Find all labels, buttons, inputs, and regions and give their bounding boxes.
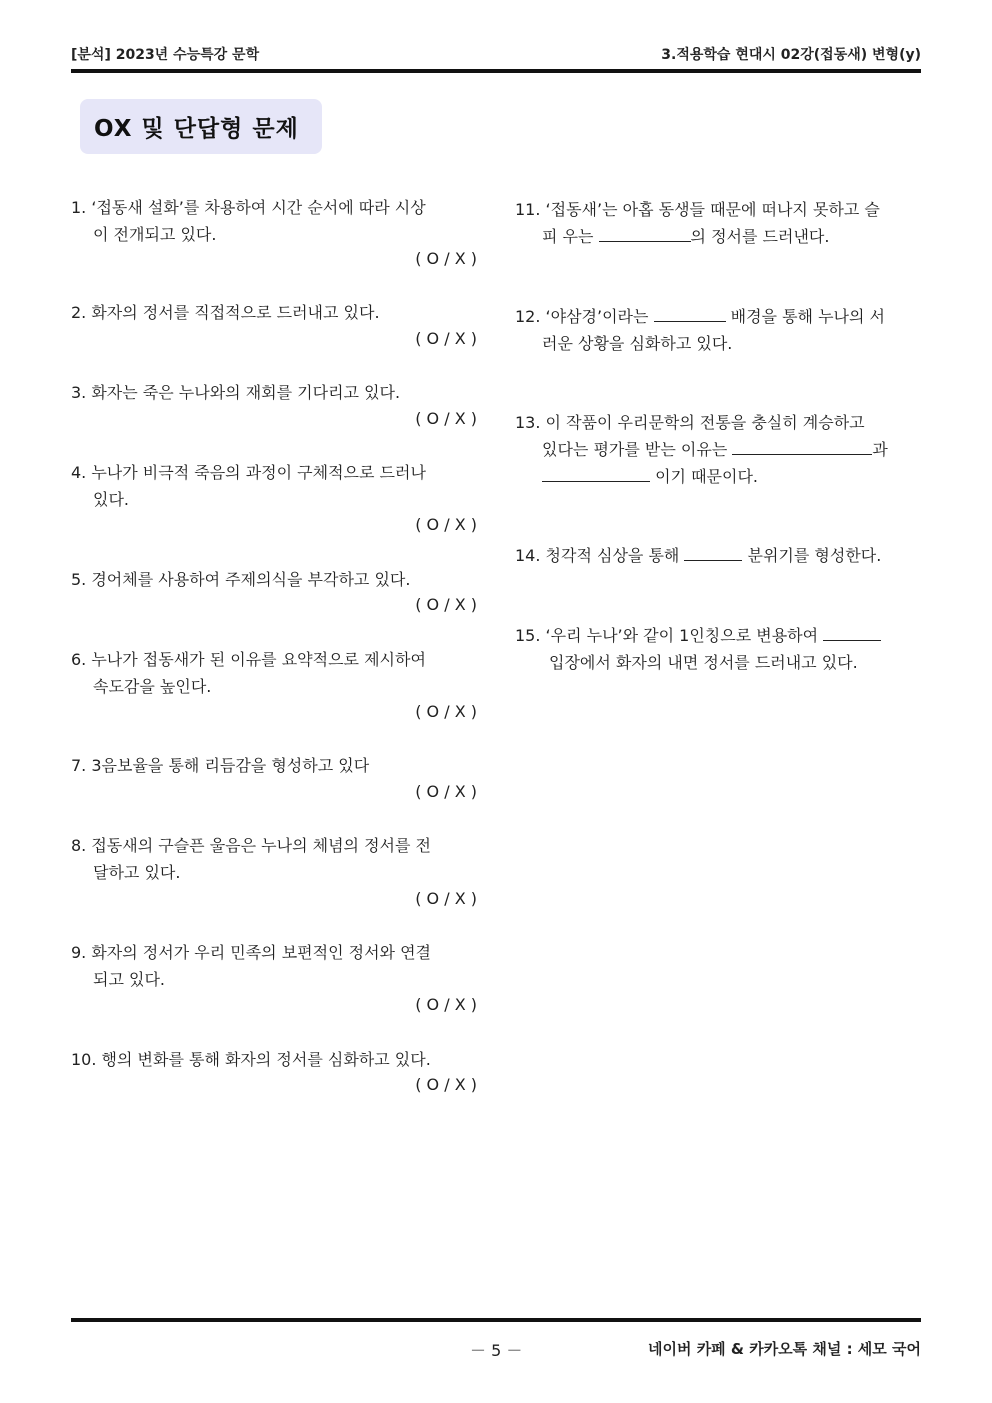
- question-text: 7. 3음보율을 통해 리듬감을 형성하고 있다: [71, 756, 370, 775]
- question-text-cont: 되고 있다.: [93, 970, 165, 989]
- answer-blank[interactable]: [823, 624, 881, 641]
- question-text-part: 분위기를 형성한다.: [742, 546, 882, 565]
- question-text-cont: 입장에서 화자의 내면 정서를 드러내고 있다.: [549, 653, 858, 672]
- header-rule: [71, 69, 921, 73]
- ox-choice-2: ( O / X ): [415, 329, 477, 348]
- footer-channel: 네이버 카페 & 카카오톡 채널 : 세모 국어: [648, 1340, 921, 1358]
- ox-choice-10: ( O / X ): [415, 1075, 477, 1094]
- question-text-part: 의 정서를 드러낸다.: [690, 227, 830, 246]
- question-text-cont: [515, 436, 921, 463]
- header-left: [분석] 2023년 수능특강 문학: [71, 47, 260, 63]
- ox-choice-5: ( O / X ): [415, 595, 477, 614]
- question-text-cont: 있다.: [93, 490, 129, 509]
- question-text: [515, 303, 921, 330]
- answer-blank[interactable]: [542, 465, 650, 482]
- question-2: [71, 299, 477, 326]
- question-text-part: 15. ‘우리 누나’와 같이 1인칭으로 변용하여: [515, 626, 824, 645]
- question-text: 11. ‘접동새’는 아홉 동생들 때문에 떠나지 못하고 슬: [515, 200, 880, 219]
- question-text: 4. 누나가 비극적 죽음의 과정이 구체적으로 드러나: [71, 463, 426, 482]
- ox-choice-1: ( O / X ): [415, 249, 477, 268]
- answer-blank[interactable]: [684, 544, 742, 561]
- question-text-cont: 이 전개되고 있다.: [93, 225, 217, 244]
- question-4: [71, 459, 477, 513]
- question-text-cont: [515, 463, 921, 490]
- question-text: 1. ‘접동새 설화’를 차용하여 시간 순서에 따라 시상: [71, 198, 426, 217]
- question-text-part: 14. 청각적 심상을 통해: [515, 546, 685, 565]
- ox-choice-6: ( O / X ): [415, 702, 477, 721]
- question-text-cont: [515, 223, 921, 250]
- question-1: [71, 194, 477, 248]
- question-text: 2. 화자의 정서를 직접적으로 드러내고 있다.: [71, 303, 380, 322]
- question-text-cont: 러운 상황을 심화하고 있다.: [542, 334, 733, 353]
- ox-choice-3: ( O / X ): [415, 409, 477, 428]
- question-13: [515, 409, 921, 490]
- question-15: [515, 622, 921, 676]
- question-text: 13. 이 작품이 우리문학의 전통을 충실히 계승하고: [515, 413, 865, 432]
- question-text-part: 12. ‘야삼경’이라는: [515, 307, 654, 326]
- answer-blank[interactable]: [654, 305, 726, 322]
- question-text: [515, 622, 921, 649]
- question-5: [71, 566, 477, 593]
- question-text: 9. 화자의 정서가 우리 민족의 보편적인 정서와 연결: [71, 943, 431, 962]
- question-text-part: 이기 때문이다.: [650, 467, 758, 486]
- question-text: 8. 접동새의 구슬픈 울음은 누나의 체념의 정서를 전: [71, 836, 431, 855]
- question-text-cont: 달하고 있다.: [93, 863, 181, 882]
- header-right: 3.적용학습 현대시 02강(접동새) 변형(y): [661, 47, 921, 63]
- question-10: [71, 1046, 477, 1073]
- question-11: [515, 196, 921, 250]
- section-title: OX 및 단답형 문제: [94, 116, 299, 142]
- question-7: [71, 752, 477, 779]
- footer-rule: [71, 1318, 921, 1322]
- section-title-box: [80, 99, 322, 154]
- ox-choice-4: ( O / X ): [415, 515, 477, 534]
- page-number: － 5 －: [470, 1341, 523, 1360]
- question-9: [71, 939, 477, 993]
- question-text: 3. 화자는 죽은 누나와의 재회를 기다리고 있다.: [71, 383, 401, 402]
- question-12: [515, 303, 921, 357]
- question-6: [71, 646, 477, 700]
- question-text-part: 피 우는: [542, 227, 599, 246]
- ox-choice-8: ( O / X ): [415, 889, 477, 908]
- answer-blank[interactable]: [732, 438, 872, 455]
- question-3: [71, 379, 477, 406]
- ox-choice-9: ( O / X ): [415, 995, 477, 1014]
- question-text: 10. 행의 변화를 통해 화자의 정서를 심화하고 있다.: [71, 1050, 431, 1069]
- question-14: [515, 542, 921, 569]
- question-text-part: 배경을 통해 누나의 서: [725, 307, 885, 326]
- answer-blank[interactable]: [599, 225, 691, 242]
- question-text: 6. 누나가 접동새가 된 이유를 요약적으로 제시하여: [71, 650, 426, 669]
- ox-choice-7: ( O / X ): [415, 782, 477, 801]
- question-text: [515, 542, 921, 569]
- question-text-cont: 속도감을 높인다.: [93, 677, 212, 696]
- question-text-part: 있다는 평가를 받는 이유는: [542, 440, 733, 459]
- question-text: 5. 경어체를 사용하여 주제의식을 부각하고 있다.: [71, 570, 411, 589]
- question-text-part: 과: [872, 440, 888, 459]
- question-8: [71, 832, 477, 886]
- page-header: [71, 44, 921, 66]
